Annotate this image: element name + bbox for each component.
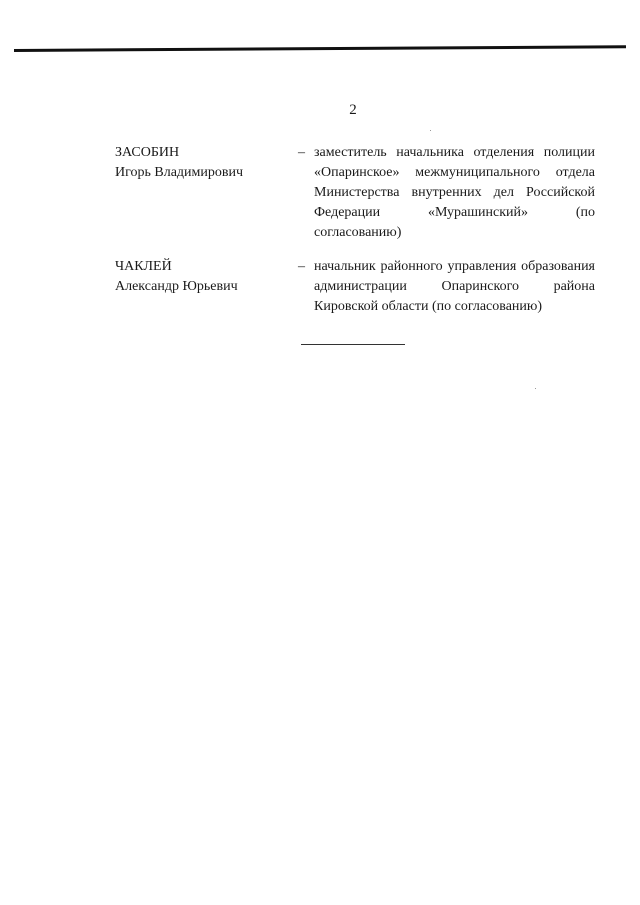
position-description: заместитель начальника отделения полиции «Опаринское» межмуниципального отдела Министерства внутренних дел Российской Федерации «Мурашинский» (по согласованию) [314, 145, 595, 240]
surname: ЗАСОБИН [115, 145, 180, 160]
page-top-edge [14, 45, 626, 52]
end-of-list-rule [301, 344, 405, 345]
position-description: начальник районного управления образования администрации Опаринского района Кировской области (по согласованию) [314, 259, 595, 314]
given-names: Игорь Владимирович [115, 165, 244, 180]
dash-separator: – [298, 259, 305, 274]
scan-speck [535, 388, 536, 389]
page-number: 2 [349, 102, 357, 118]
given-names: Александр Юрьевич [115, 279, 238, 294]
person-name [115, 143, 285, 183]
surname: ЧАКЛЕЙ [115, 259, 172, 274]
scan-speck [430, 130, 431, 131]
dash-separator: – [298, 145, 305, 160]
person-name [115, 257, 285, 297]
